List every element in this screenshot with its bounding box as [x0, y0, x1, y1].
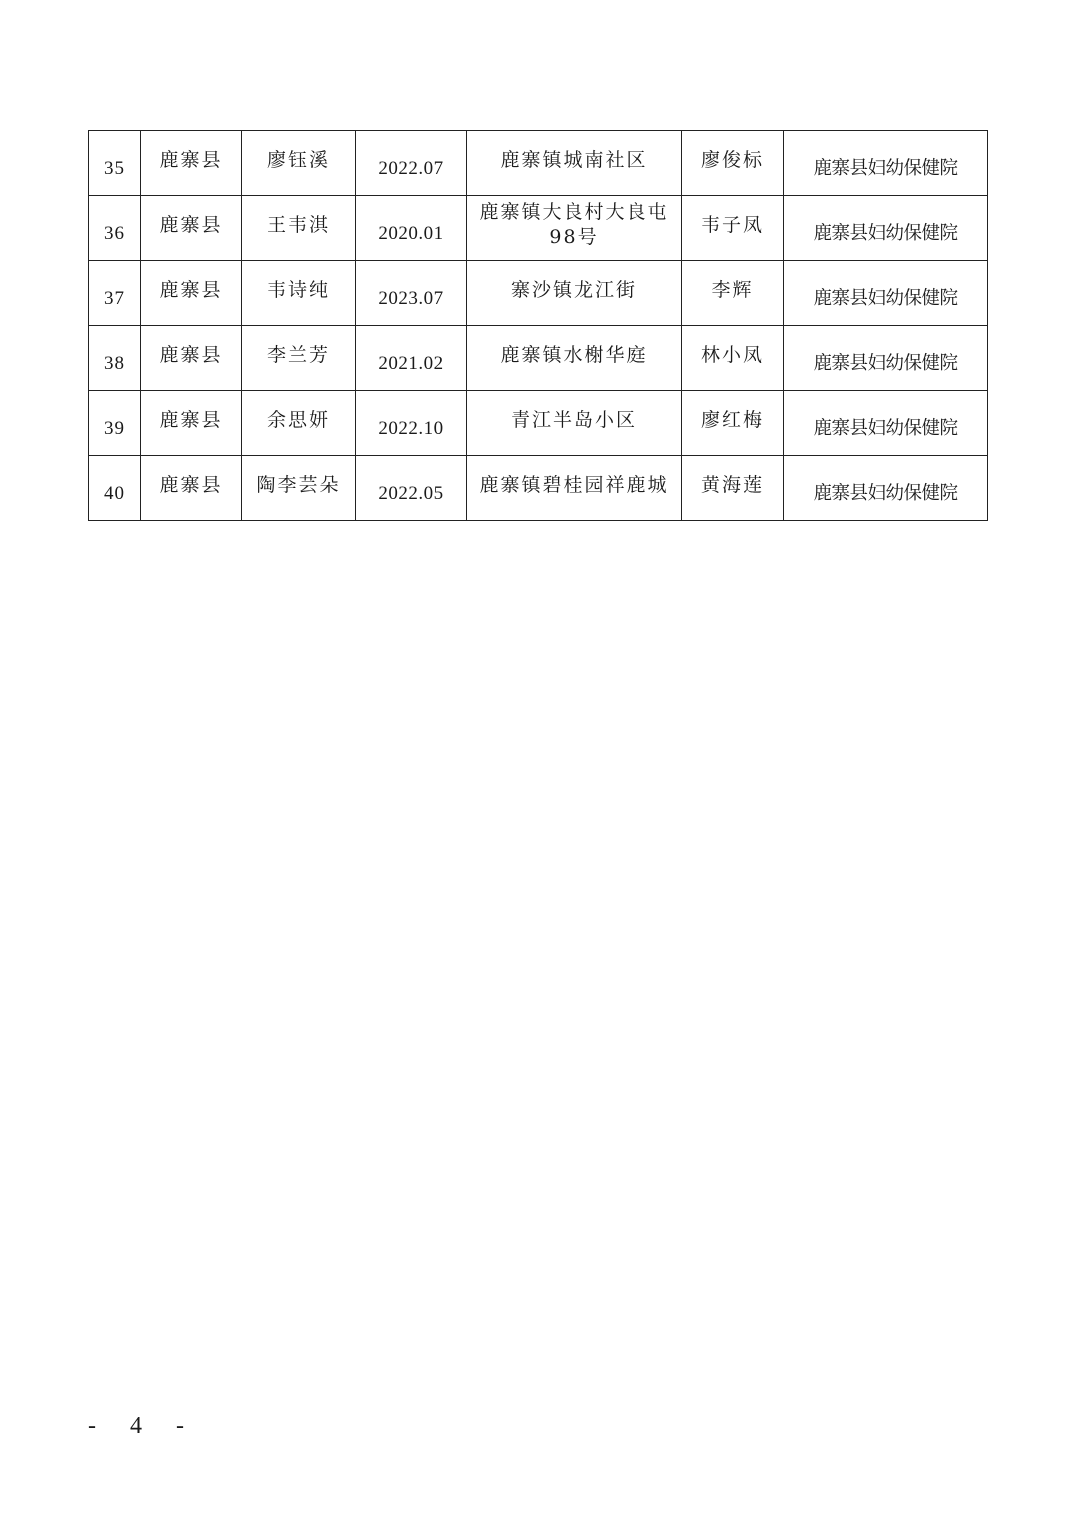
county-cell: 鹿寨县 [141, 261, 242, 326]
county-cell: 鹿寨县 [141, 391, 242, 456]
address-cell: 鹿寨镇大良村大良屯98号 [467, 196, 682, 261]
row-number: 37 [89, 261, 141, 326]
records-table [88, 130, 988, 521]
table-row [89, 196, 988, 261]
hospital-cell: 鹿寨县妇幼保健院 [784, 131, 988, 196]
contact-cell: 李辉 [682, 261, 784, 326]
contact-cell: 廖俊标 [682, 131, 784, 196]
address-cell: 鹿寨镇碧桂园祥鹿城 [467, 456, 682, 521]
address-cell: 鹿寨镇城南社区 [467, 131, 682, 196]
hospital-cell: 鹿寨县妇幼保健院 [784, 456, 988, 521]
date-cell: 2023.07 [356, 261, 467, 326]
county-cell: 鹿寨县 [141, 456, 242, 521]
hospital-cell: 鹿寨县妇幼保健院 [784, 196, 988, 261]
row-number: 40 [89, 456, 141, 521]
county-cell: 鹿寨县 [141, 326, 242, 391]
name-cell: 陶李芸朵 [242, 456, 356, 521]
row-number: 38 [89, 326, 141, 391]
hospital-cell: 鹿寨县妇幼保健院 [784, 391, 988, 456]
hospital-cell: 鹿寨县妇幼保健院 [784, 261, 988, 326]
row-number: 39 [89, 391, 141, 456]
county-cell: 鹿寨县 [141, 196, 242, 261]
table-row [89, 391, 988, 456]
contact-cell: 韦子凤 [682, 196, 784, 261]
hospital-cell: 鹿寨县妇幼保健院 [784, 326, 988, 391]
name-cell: 王韦淇 [242, 196, 356, 261]
date-cell: 2021.02 [356, 326, 467, 391]
date-cell: 2022.10 [356, 391, 467, 456]
table-row [89, 131, 988, 196]
date-cell: 2020.01 [356, 196, 467, 261]
contact-cell: 廖红梅 [682, 391, 784, 456]
page-number: - 4 - [88, 1413, 198, 1439]
contact-cell: 林小凤 [682, 326, 784, 391]
name-cell: 李兰芳 [242, 326, 356, 391]
contact-cell: 黄海莲 [682, 456, 784, 521]
name-cell: 韦诗纯 [242, 261, 356, 326]
county-cell: 鹿寨县 [141, 131, 242, 196]
address-cell: 青江半岛小区 [467, 391, 682, 456]
table-row [89, 261, 988, 326]
table-row [89, 456, 988, 521]
address-cell: 鹿寨镇水榭华庭 [467, 326, 682, 391]
date-cell: 2022.07 [356, 131, 467, 196]
name-cell: 廖钰溪 [242, 131, 356, 196]
date-cell: 2022.05 [356, 456, 467, 521]
name-cell: 余思妍 [242, 391, 356, 456]
address-cell: 寨沙镇龙江街 [467, 261, 682, 326]
row-number: 35 [89, 131, 141, 196]
table-row [89, 326, 988, 391]
row-number: 36 [89, 196, 141, 261]
